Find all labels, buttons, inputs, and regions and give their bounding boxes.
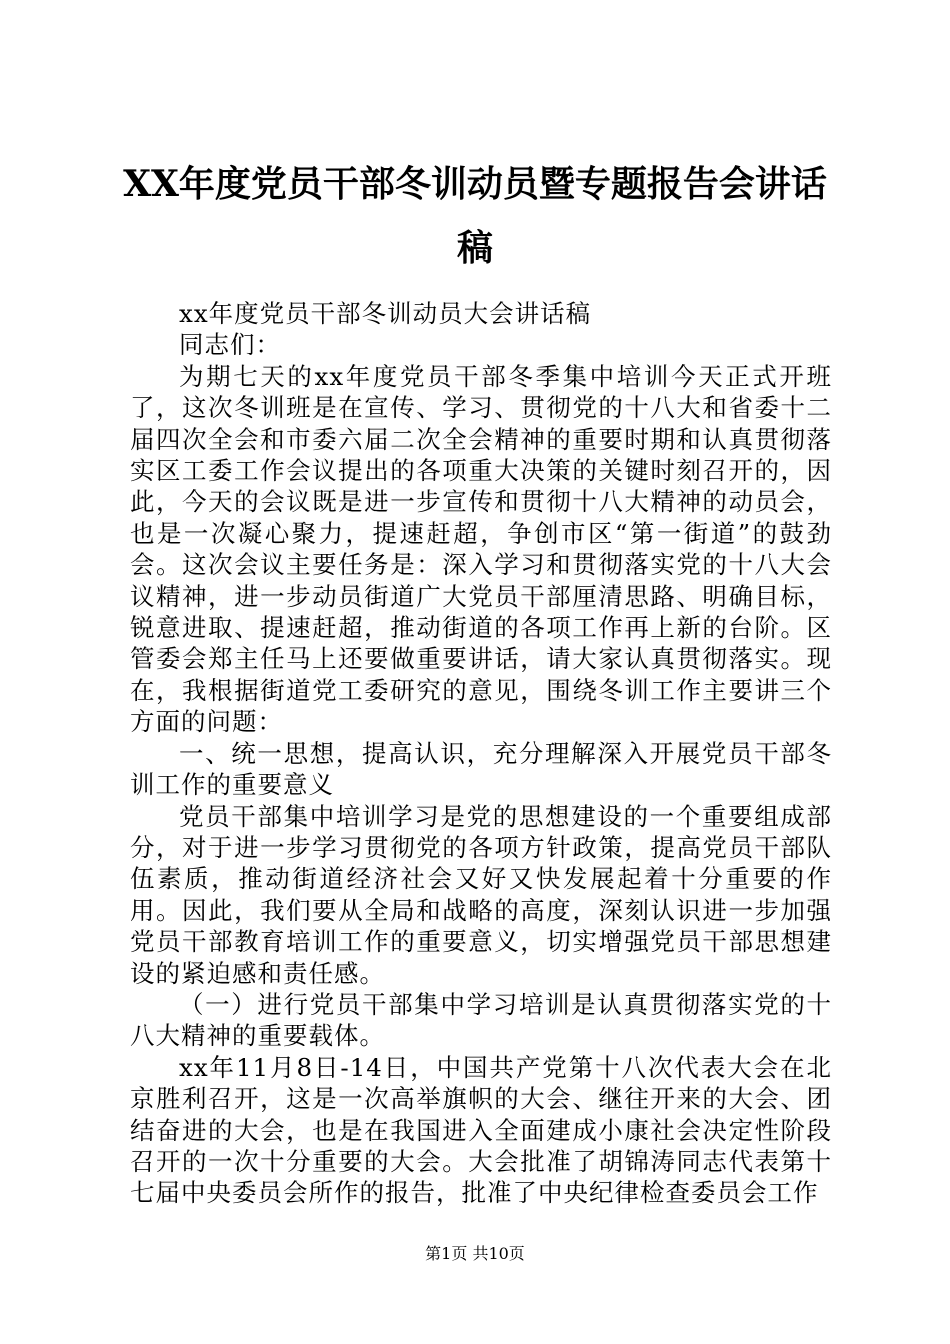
document-title: XX年度党员干部冬训动员暨专题报告会讲话稿 bbox=[123, 163, 827, 269]
document-body bbox=[130, 298, 832, 1209]
page-footer: 第1页 共10页 bbox=[425, 1244, 525, 1263]
paragraph-subheading-1: （一）进行党员干部集中学习培训是认真贯彻落实党的十八大精神的重要载体。 bbox=[130, 989, 832, 1051]
paragraph-intro: 为期七天的xx年度党员干部冬季集中培训今天正式开班了，这次冬训班是在宣传、学习、贯彻党的十八大和省委十二届四次全会和市委六届二次全会精神的重要时期和认真贯彻落实区工委工作会议提出的各项重大决策的关键时刻召开的，因此，今天的会议既是进一步宣传和贯彻十八大精神的动员会，也是一次凝心聚力，提速赶超，争创市区“第一街道”的鼓劲会。这次会议主要任务是：深入学习和贯彻落实党的十八大会议精神，进一步动员街道广大党员干部厘清思路、明确目标，锐意进取、提速赶超，推动街道的各项工作再上新的台阶。区管委会郑主任马上还要做重要讲话，请大家认真贯彻落实。现在，我根据街道党工委研究的意见，围绕冬训工作主要讲三个方面的问题： bbox=[130, 361, 832, 737]
paragraph-salutation: 同志们： bbox=[179, 330, 281, 360]
paragraph-section-heading-1: 一、统一思想，提高认识，充分理解深入开展党员干部冬训工作的重要意义 bbox=[130, 738, 832, 800]
paragraph-subtitle: xx年度党员干部冬训动员大会讲话稿 bbox=[179, 299, 592, 328]
paragraph-section-1-body: 党员干部集中培训学习是党的思想建设的一个重要组成部分，对于进一步学习贯彻党的各项方针政策，提高党员干部队伍素质，推动街道经济社会又好又快发展起着十分重要的作用。因此，我们要从全局和战略的高度，深刻认识进一步加强党员干部教育培训工作的重要意义，切实增强党员干部思想建设的紧迫感和责任感。 bbox=[130, 801, 832, 988]
paragraph-congress-body: xx年11月8日-14日，中国共产党第十八次代表大会在北京胜利召开，这是一次高举旗帜的大会、继往开来的大会、团结奋进的大会，也是在我国进入全面建成小康社会决定性阶段召开的一次十分重要的大会。大会批准了胡锦涛同志代表第十七届中央委员会所作的报告，批准了中央纪律检查委员会工作 bbox=[130, 1052, 832, 1208]
